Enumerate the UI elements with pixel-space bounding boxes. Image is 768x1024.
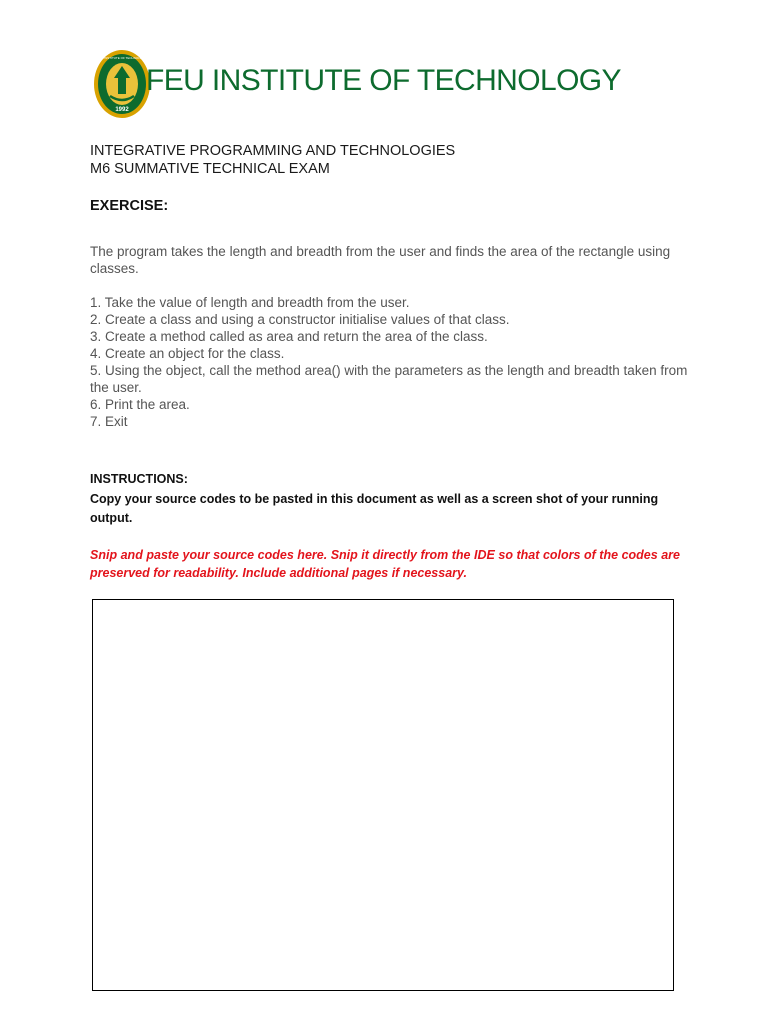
seal-ring-text: FEU INSTITUTE OF TECHNOLOGY [97, 56, 147, 60]
step-item: 1. Take the value of length and breadth from the user. [90, 295, 410, 310]
step-item: 6. Print the area. [90, 397, 190, 412]
step-item: 2. Create a class and using a constructor initialise values of that class. [90, 312, 510, 327]
paste-note: Snip and paste your source codes here. Snip it directly from the IDE so that colors of the codes are preserved for readability. Include additional pages if necessary. [90, 548, 680, 580]
exercise-steps [90, 294, 690, 430]
seal-year: 1992 [115, 107, 129, 113]
institution-name: FEU INSTITUTE OF TECHNOLOGY [146, 64, 621, 97]
exercise-description: The program takes the length and breadth from the user and finds the area of the rectangle using classes. [90, 244, 671, 276]
instructions-heading: INSTRUCTIONS: [90, 472, 188, 486]
step-item: 7. Exit [90, 414, 128, 429]
step-item: 3. Create a method called as area and return the area of the class. [90, 329, 488, 344]
exam-title: M6 SUMMATIVE TECHNICAL EXAM [90, 161, 330, 177]
feu-tech-seal-icon [92, 48, 152, 120]
exercise-heading: EXERCISE: [90, 198, 169, 214]
course-title: INTEGRATIVE PROGRAMMING AND TECHNOLOGIES [90, 143, 456, 159]
step-item: 5. Using the object, call the method area() with the parameters as the length and breadth taken from the user. [90, 363, 692, 395]
instructions-text: Copy your source codes to be pasted in this document as well as a screen shot of your running output. [90, 492, 659, 525]
document-header [92, 46, 692, 122]
source-code-paste-area[interactable] [92, 599, 674, 991]
step-item: 4. Create an object for the class. [90, 346, 285, 361]
course-info [90, 142, 455, 178]
